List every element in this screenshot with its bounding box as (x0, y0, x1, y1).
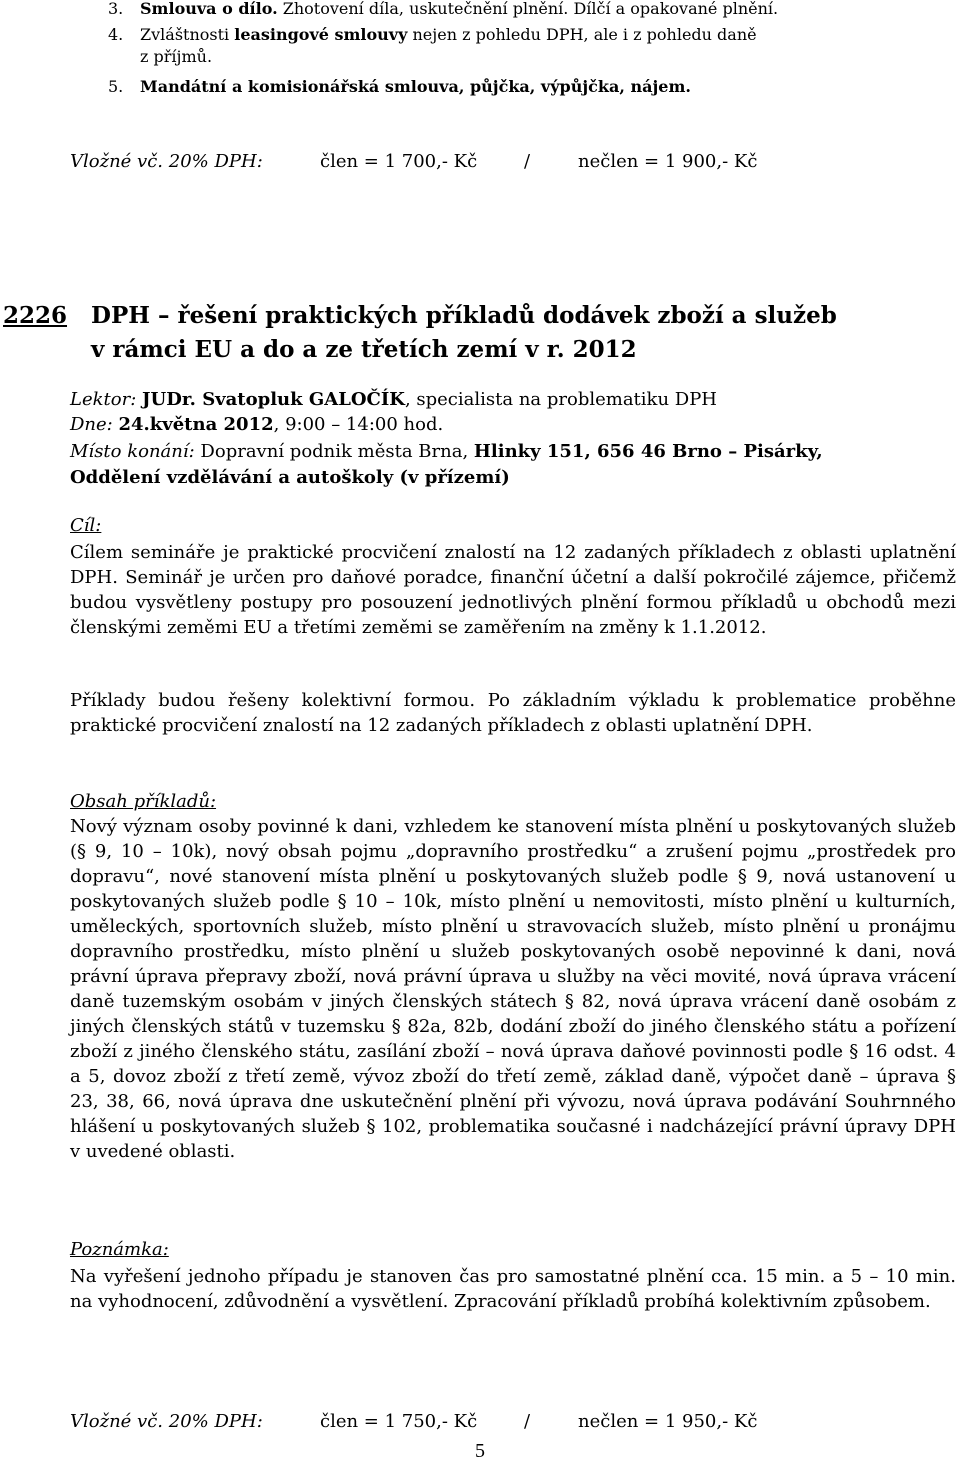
list-item-text: Zvláštnosti (140, 25, 235, 44)
list-item-text: Zhotovení díla, uskutečnění plnění. Dílčí a opakované plnění. (277, 0, 779, 18)
venue-line-2 (70, 466, 510, 490)
date-day: 24.května 2012 (118, 414, 274, 435)
lecturer-line (70, 388, 717, 412)
venue-department: Oddělení vzdělávání a autoškoly (v přízemí) (70, 467, 510, 488)
fee-member: člen = 1 750,- Kč (320, 1411, 478, 1432)
goal-label: Cíl: (70, 515, 102, 536)
course-code: 2226 (3, 302, 68, 329)
fee-label: Vložné vč. 20% DPH: (70, 1411, 263, 1432)
list-item-bold: Mandátní a komisionářská smlouva, půjčka, výpůjčka, nájem. (140, 77, 691, 96)
note-text: Na vyřešení jednoho případu je stanoven čas pro samostatné plnění cca. 15 min. a 5 – 10 min. na vyhodnocení, zdůvodnění a vysvětlení. Zpracování příkladů probíhá kolektivním způsobem. (70, 1266, 956, 1312)
page-number: 5 (475, 1440, 485, 1462)
fee-member: člen = 1 700,- Kč (320, 151, 478, 172)
list-number: 3. (108, 0, 124, 18)
fee-nonmember: nečlen = 1 950,- Kč (578, 1411, 758, 1432)
lecturer-description: , specialista na problematiku DPH (404, 389, 718, 410)
venue-address: Hlinky 151, 656 46 Brno – Pisárky, (473, 441, 823, 462)
document-page: 3. Smlouva o dílo. Zhotovení díla, uskutečnění plnění. Dílčí a opakované plnění. 4. Zvláštnosti leasingové smlouvy nejen z pohledu DPH, ale i z pohledu daně z příjmů. 5. Mandátní a komisionářská smlouva, půjčka, výpůjčka, nájem. Vložné vč. 20% DPH: člen = 1 700,- Kč / nečlen = 1 900,- Kč 2226 DPH – řešení praktických příkladů dodávek zboží a služeb v rámci EU a do a ze třetích zemí v r. 2012 Lektor: JUDr. Svatopluk GALOČÍK, specialista na problematiku DPH Dne: 24.května 2012, 9:00 – 14:00 hod. Místo konání: Dopravní podnik města Brna, Hlinky 151, 656 46 Brno – Pisárky, Oddělení vzdělávání a autoškoly (v přízemí) Cíl: Cílem semináře je praktické procvičení znalostí na 12 zadaných příkladech z oblasti uplatnění DPH. Seminář je určen pro daňové poradce, finanční účetní a další pokročilé zájemce, přičemž budou vysvětleny postupy pro posouzení jednotlivých plnění formou příkladů u obchodů mezi členskými zeměmi EU a třetími zeměmi se zaměřením na změny k 1.1.2012. Příklady budou řešeny kolektivní formou. Po základním výkladu k problematice proběhne praktické procvičení znalostí na 12 zadaných příkladech z oblasti uplatnění DPH. Obsah příkladů: Nový význam osoby povinné k dani, vzhledem ke stanovení místa plnění u poskytovaných služeb (§ 9, 10 – 10k), nový obsah pojmu „dopravního prostředku“ a zrušení pojmu „prostředek pro dopravu“, nové stanovení místa plnění u poskytovaných služeb podle § 9, nová ustanovení u poskytovaných služeb podle § 10 – 10k, místo plnění u nemovitosti, místo plnění u kulturních, uměleckých, sportovních služeb, místo plnění u stravovacích služeb, místo plnění u pronájmu dopravního prostředku, místo plnění u služeb poskytovaných osobě nepovinné k dani, nová právní úprava přepravy zboží, nová právní úprava u služby na věci movité, nová úprava vrácení daně tuzemským osobám v jiných členských státech § 82, nová úprava vrácení daně osobám z jiných členských států v tuzemsku § 82a, 82b, dodání zboží do jiného členského státu a pořízení zboží z jiného členského státu, zasílání zboží – nová úprava daňové povinnosti podle § 16 odst. 4 a 5, dovoz zboží z třetí země, vývoz zboží do třetí země, základ daně, výpočet daně – úprava § 23, 38, 66, nová úprava dne uskutečnění plnění při vývozu, nová úprava podávání Souhrnného hlášení u poskytovaných služeb § 102, problematika současné i nadcházející právní úpravy DPH v uvedené oblasti. Poznámka: Na vyřešení jednoho případu je stanoven čas pro samostatné plnění cca. 15 min. a 5 – 10 min. na vyhodnocení, zdůvodnění a vysvětlení. Zpracování příkladů probíhá kolektivním způsobem. Vložné vč. 20% DPH: člen = 1 750,- Kč / nečlen = 1 950,- Kč 5 (0, 0, 960, 1464)
venue-line (70, 440, 823, 464)
list-number: 4. (108, 25, 124, 44)
list-item-bold: Smlouva o dílo. (140, 0, 278, 18)
lecturer-label: Lektor: (70, 389, 137, 410)
fee-line-top (70, 150, 950, 174)
goal-text: Cílem semináře je praktické procvičení znalostí na 12 zadaných příkladech z oblasti uplatnění DPH. Seminář je určen pro daňové poradce, finanční účetní a další pokročilé zájemce, přičemž budou vysvětleny postupy pro posouzení jednotlivých plnění formou příkladů u obchodů mezi členskými zeměmi EU a třetími zeměmi se zaměřením na změny k 1.1.2012. (70, 542, 956, 638)
fee-label: Vložné vč. 20% DPH: (70, 151, 263, 172)
date-time: , 9:00 – 14:00 hod. (273, 414, 444, 435)
date-label: Dne: (70, 414, 113, 435)
content-text: Nový význam osoby povinné k dani, vzhledem ke stanovení místa plnění u poskytovaných služeb (§ 9, 10 – 10k), nový obsah pojmu „dopravního prostředku“ a zrušení pojmu „prostředek pro dopravu“, nové stanovení místa plnění u poskytovaných služeb podle § 9, nová ustanovení u poskytovaných služeb podle § 10 – 10k, místo plnění u nemovitosti, místo plnění u kulturních, uměleckých, sportovních služeb, místo plnění u stravovacích služeb, místo plnění u pronájmu dopravního prostředku, místo plnění u služeb poskytovaných osobě nepovinné k dani, nová právní úprava přepravy zboží, nová právní úprava u služby na věci movité, nová úprava vrácení daně tuzemským osobám v jiných členských státech § 82, nová úprava vrácení daně osobám z jiných členských států v tuzemsku § 82a, 82b, dodání zboží do jiného členského státu a pořízení zboží z jiného členského státu, zasílání zboží – nová úprava daňové povinnosti podle § 16 odst. 4 a 5, dovoz zboží z třetí země, vývoz zboží do třetí země, základ daně, výpočet daně – úprava § 23, 38, 66, nová úprava dne uskutečnění plnění při vývozu, nová úprava podávání Souhrnného hlášení u poskytovaných služeb § 102, problematika současné i nadcházející právní úpravy DPH v uvedené oblasti. (70, 816, 956, 1162)
content-label: Obsah příkladů: (70, 791, 217, 812)
venue-text: Dopravní podnik města Brna, (194, 441, 474, 462)
goal-text-2: Příklady budou řešeny kolektivní formou. Po základním výkladu k problematice proběhne praktické procvičení znalostí na 12 zadaných příkladech z oblasti uplatnění DPH. (70, 690, 956, 736)
course-title-line1: DPH – řešení praktických příkladů dodávek zboží a služeb (91, 302, 837, 329)
course-title-line2: v rámci EU a do a ze třetích zemí v r. 2012 (91, 336, 637, 363)
fee-nonmember: nečlen = 1 900,- Kč (578, 151, 758, 172)
fee-separator: / (524, 1411, 531, 1432)
list-number: 5. (108, 77, 124, 96)
lecturer-name: JUDr. Svatopluk GALOČÍK (142, 389, 405, 410)
fee-line-bottom (70, 1410, 950, 1434)
fee-separator: / (524, 151, 531, 172)
venue-label: Místo konání: (70, 441, 195, 462)
list-item-text: nejen z pohledu DPH, ale i z pohledu daně (407, 25, 757, 44)
list-item-bold: leasingové smlouvy (234, 25, 408, 44)
date-line (70, 413, 443, 437)
note-label: Poznámka: (70, 1239, 169, 1260)
